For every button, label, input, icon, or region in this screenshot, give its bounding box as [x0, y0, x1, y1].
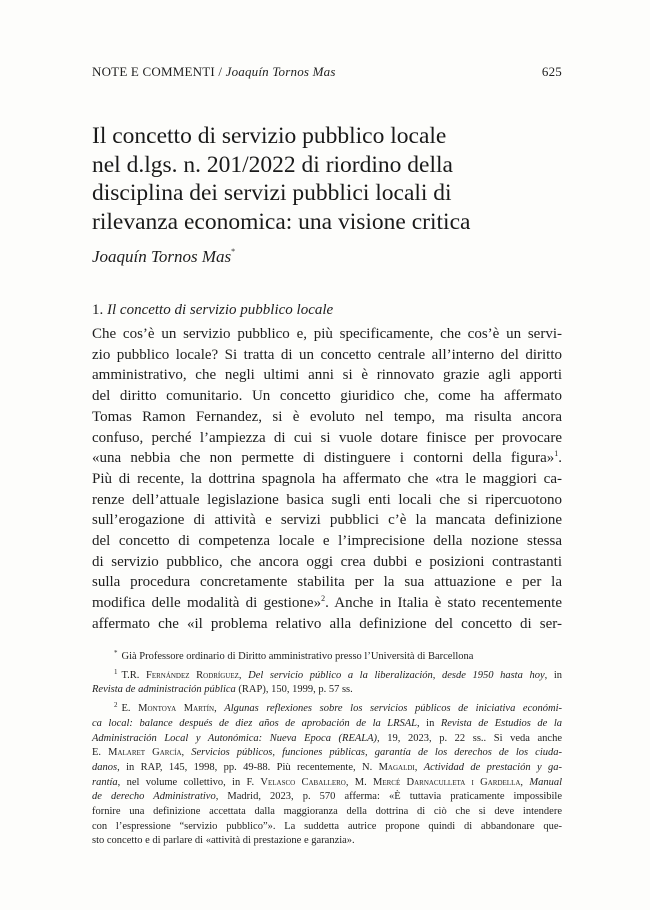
body-line: zio pubblico locale? Si tratta di un concetto centrale all’interno del diritto [92, 346, 562, 363]
footnote [92, 669, 562, 698]
footnote-line: E. Malaret García, Servicios públicos, funciones públicas, garantía de los derechos de los ciuda- [92, 747, 563, 759]
article-title [92, 122, 562, 236]
title-line: Il concetto di servizio pubblico locale [92, 123, 447, 149]
body-text [92, 324, 562, 635]
body-line: renze dell’attuale legislazione basica sugli enti locali che si ripercuotono [92, 491, 562, 508]
footnote-line: ca local: balance después de diez años de aprobación de la LRSAL, in Revista de Estudios de la [92, 717, 562, 729]
footnote-line: de derecho Administrativo, Madrid, 2023, p. 570 afferma: «È tuttavia praticamente impossibile [92, 791, 562, 803]
footnote-line: Administración Local y Autonómica: Nueva Epoca (REALA), 19, 2023, p. 22 ss.. Si veda anche [92, 732, 562, 744]
body-line: modifica delle modalità di gestione»$^2$. Anche in Italia è stato recentemente [92, 594, 563, 612]
body-line: del diritto comunitario. Un concetto giuridico che, come ha affermato [92, 388, 562, 405]
title-line: nel d.lgs. n. 201/2022 di riordino della [92, 151, 453, 178]
body-line: Che cos’è un servizio pubblico e, più specificamente, che cos’è un servi- [92, 326, 562, 342]
section-number: 1. [92, 302, 104, 318]
footnote-line: sto concetto e di parlare di «attività di prestazione e garanzia». [92, 835, 355, 847]
footnote-marker: 1 [114, 667, 118, 676]
header-author: Joaquín Tornos Mas [225, 64, 336, 79]
section-heading [92, 302, 333, 319]
body-line: di servizio pubblico, che ancora oggi crea dubbi e posizioni contrastanti [92, 553, 562, 570]
body-line: «una nebbia che non permette di distinguere i contorni della figura»$^1$. [92, 449, 562, 467]
footnote-line: $^1$ T.R. Fernández Rodríguez, Del servicio público a la liberalización, desde 1950 hasta hoy, in [114, 667, 562, 681]
running-header [92, 64, 562, 80]
footnote-line: Revista de administración pública (RAP), 150, 1999, p. 57 ss. [92, 684, 353, 696]
body-line: Più di recente, la dottrina spagnola ha affermato che «tra le maggiori ca- [92, 470, 562, 487]
body-line: amministrativo, che negli ultimi anni si è rinnovato grazie agli apporti [92, 367, 562, 384]
body-line: affermato che «il problema relativo alla definizione del concetto di ser- [92, 615, 562, 632]
page-number: 625 [541, 64, 562, 79]
footnote-line: fornire una definizione accettata dalla maggioranza della dottrina di ciò che si deve intendere [92, 806, 562, 818]
byline-author: Joaquín Tornos Mas [92, 247, 232, 266]
footnote [92, 650, 562, 665]
byline-marker: * [231, 247, 236, 256]
footnote-line: rantía, nel volume collettivo, in F. Velasco Caballero, M. Mercé Darnaculleta i Gardella, Manual [92, 776, 562, 788]
footnote-line: * Già Professore ordinario di Diritto amministrativo presso l’Università di Barcellona [114, 649, 474, 662]
section-title: Il concetto di servizio pubblico locale [107, 302, 334, 318]
body-line: sulla procedura concretamente stabilita per la sua attuazione e per la [92, 574, 562, 591]
footnote-ref[interactable]: 2 [321, 594, 326, 604]
footnote-marker: 2 [114, 701, 118, 710]
byline [92, 247, 235, 267]
footnote-line: danos, in RAP, 145, 1998, pp. 49-88. Più recentemente, N. Magaldi, Actividad de prestación y ga- [92, 761, 562, 773]
footnote-ref[interactable]: 1 [554, 449, 559, 459]
body-line: del concetto di competenza locale e l’imprecisione della nozione stessa [92, 533, 562, 550]
footnote-line: $^2$ E. Montoya Martín, Algunas reflexiones sobre los servicios públicos de iniciativa económi- [114, 701, 562, 715]
footnote-line: con l’espressione “servizio pubblico”». La suddetta autrice propone quindi di abbandonare que- [92, 820, 562, 832]
title-line: rilevanza economica: una visione critica [92, 208, 471, 235]
footnotes [92, 650, 562, 853]
footnote-marker: * [114, 649, 118, 657]
header-section: NOTE E COMMENTI / [92, 64, 223, 79]
footnote [92, 702, 562, 849]
body-line: confuso, perché l’ampiezza di cui si vuole dotare finisce per provocare [92, 429, 562, 446]
title-line: disciplina dei servizi pubblici locali di [92, 180, 452, 206]
body-line: Tomas Ramon Fernandez, si è evoluto nel tempo, ma risulta ancora [92, 408, 562, 425]
body-line: sull’erogazione di attività e servizi pubblici c’è la mancata definizione [92, 512, 562, 529]
